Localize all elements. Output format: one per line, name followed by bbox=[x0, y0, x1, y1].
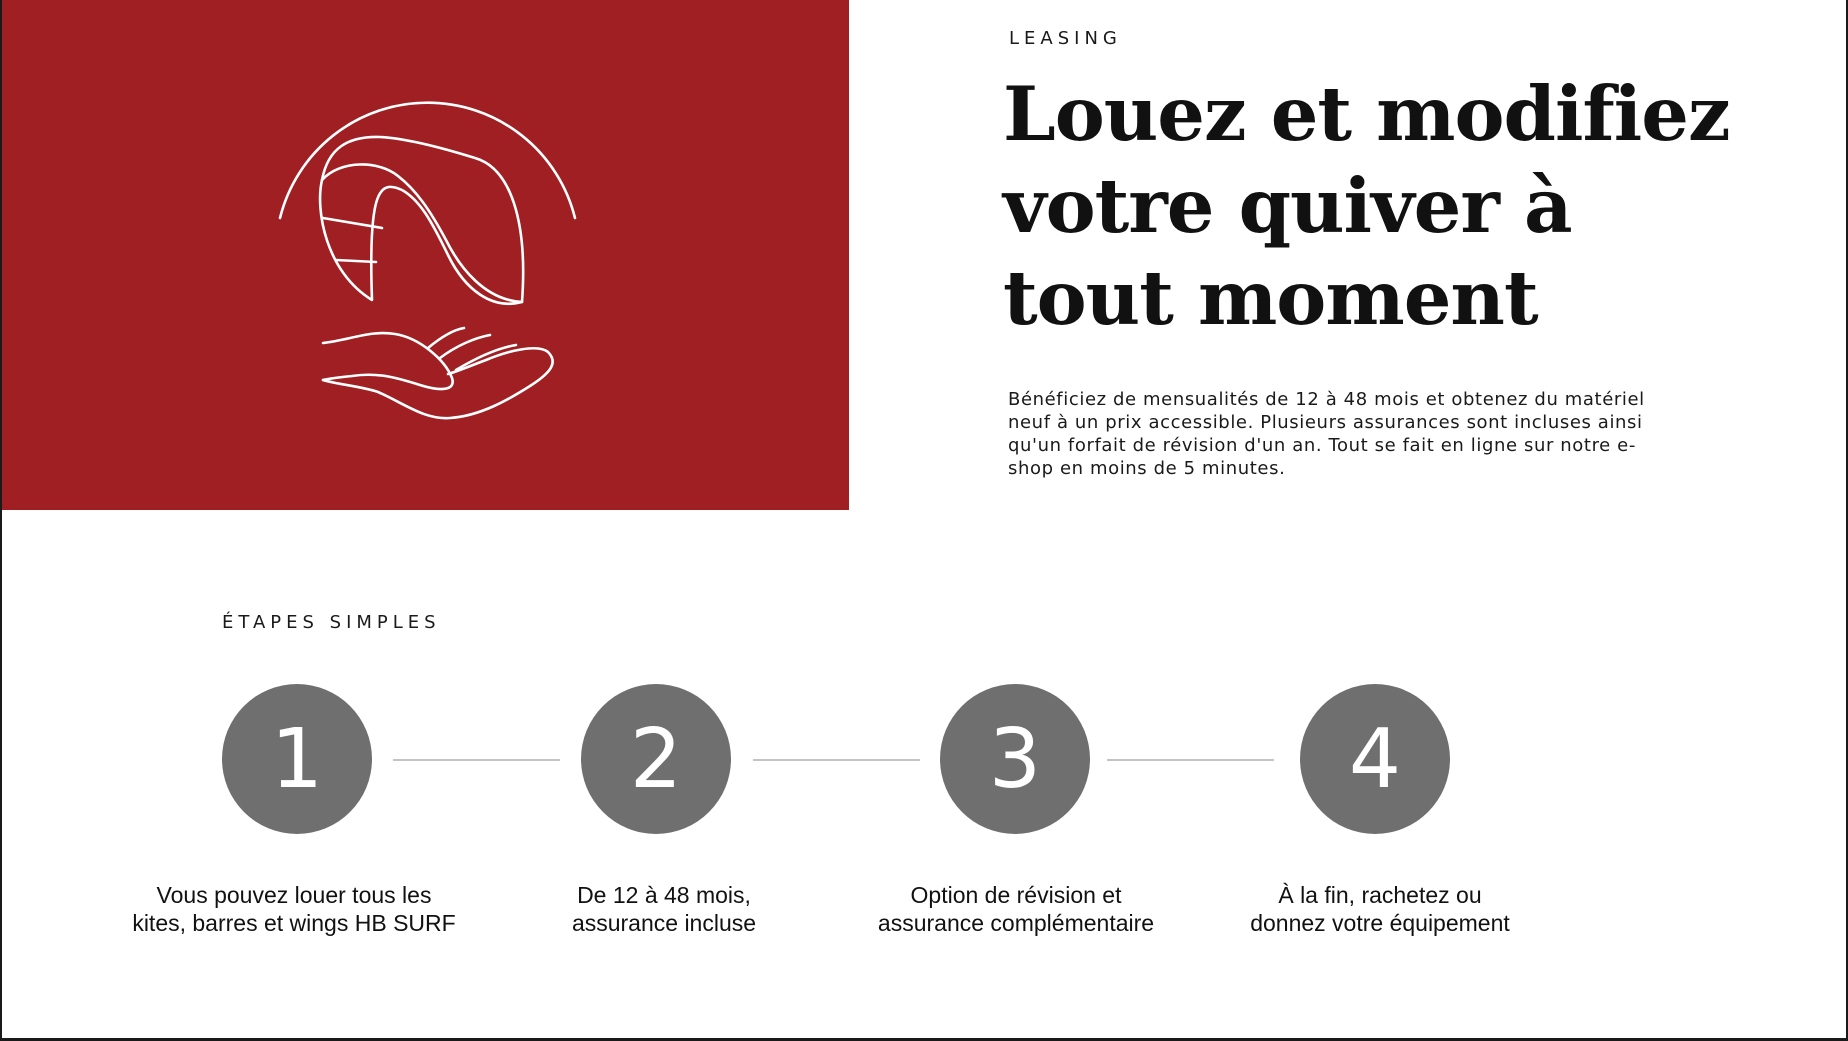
page-title: Louez et modifiez votre quiver à tout moment bbox=[1003, 70, 1730, 342]
step-1-number: 1 bbox=[222, 684, 372, 834]
step-1-caption: Vous pouvez louer tous les kites, barres et wings HB SURF bbox=[132, 882, 456, 936]
step-connector bbox=[1107, 759, 1274, 761]
step-3-number: 3 bbox=[940, 684, 1090, 834]
hero-red-panel bbox=[2, 0, 849, 510]
intro-paragraph: Bénéficiez de mensualités de 12 à 48 mois et obtenez du matériel neuf à un prix accessible. Plusieurs assurances sont incluses ainsi qu'un forfait de révision d'un an. Tout se fait en ligne sur notre e-shop en moins de 5 minutes. bbox=[1008, 389, 1645, 479]
step-2-caption: De 12 à 48 mois, assurance incluse bbox=[571, 882, 757, 936]
step-3-caption: Option de révision et assurance complémentaire bbox=[877, 882, 1155, 936]
steps-eyebrow: ÉTAPES SIMPLES bbox=[222, 612, 441, 633]
step-2-number: 2 bbox=[581, 684, 731, 834]
step-4-number: 4 bbox=[1300, 684, 1450, 834]
leasing-eyebrow: LEASING bbox=[1009, 28, 1122, 49]
step-4-caption: À la fin, rachetez ou donnez votre équipement bbox=[1250, 882, 1510, 936]
kite-in-hand-icon bbox=[260, 80, 600, 425]
step-connector bbox=[753, 759, 920, 761]
step-connector bbox=[393, 759, 560, 761]
